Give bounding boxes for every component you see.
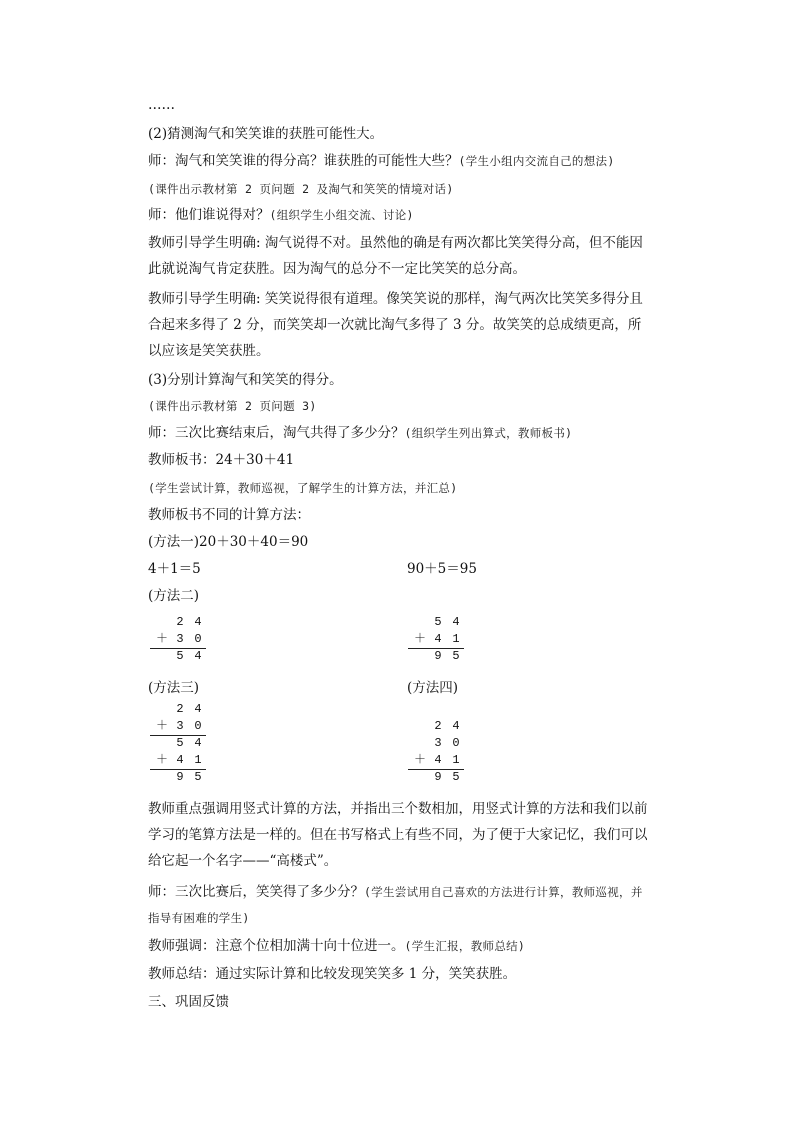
- calc-digit: 5: [176, 649, 184, 663]
- calc-digit: 4: [194, 615, 202, 629]
- courseware-note-1: (课件出示教材第 2 页问题 2 及淘气和笑笑的情境对话): [148, 182, 454, 196]
- calc-digit: 4: [194, 649, 202, 663]
- calc-row: [150, 752, 206, 769]
- calc-digit: 4: [176, 753, 184, 767]
- calc-digit: 3: [434, 736, 442, 750]
- teacher-line-3-text: 师：三次比赛结束后，淘气共得了多少分？: [148, 425, 405, 441]
- calc-row: [408, 631, 464, 648]
- teacher-line-3: [148, 424, 572, 442]
- vertical-calc-method-2a: [150, 614, 206, 665]
- paragraph-2: 教师引导学生明确: 笑笑说得很有道理。像笑笑说的那样，淘气两次比笑笑多得分且合起来多得了 2 分，而笑笑却一次就比淘气多得了 3 分。故笑笑的总成绩更高，所以应该是笑笑获胜。: [148, 291, 643, 359]
- calc-digit: 5: [194, 770, 202, 784]
- calc-digit: 5: [176, 736, 184, 750]
- calc-digit: 9: [434, 770, 442, 784]
- teacher-line-1-note: (学生小组内交流自己的想法): [458, 154, 615, 168]
- calc-row: [150, 701, 206, 718]
- method-4-label: (方法四): [407, 680, 459, 696]
- calc-digit: 2: [176, 702, 184, 716]
- calc-digit: 9: [434, 649, 442, 663]
- calc-digit: 4: [194, 702, 202, 716]
- board-methods-heading: 教师板书不同的计算方法：: [148, 507, 310, 523]
- teacher-line-1-text: 师：淘气和笑笑谁的得分高？谁获胜的可能性大些？: [148, 153, 459, 169]
- calc-row: [150, 648, 206, 665]
- sum-line: [408, 648, 464, 649]
- student-try-note: (学生尝试计算，教师巡视，了解学生的计算方法，并汇总): [148, 481, 458, 495]
- calc-digit: 3: [176, 719, 184, 733]
- paragraph-1: 教师引导学生明确: 淘气说得不对。虽然他的确是有两次都比笑笑得分高，但不能因此就说淘气肯定获胜。因为淘气的总分不一定比笑笑的总分高。: [148, 235, 643, 277]
- calc-digit: 0: [194, 632, 202, 646]
- sum-line: [150, 648, 206, 649]
- vertical-calc-method-3: [150, 701, 206, 786]
- calc-row: [408, 718, 464, 735]
- calc-digit: 4: [452, 615, 460, 629]
- teacher-line-5: [148, 937, 525, 955]
- calc-row: [408, 614, 464, 631]
- calc-row: [408, 735, 464, 752]
- calc-row: [150, 631, 206, 648]
- calc-digit: 5: [452, 649, 460, 663]
- calc-row: [150, 614, 206, 631]
- calc-digit: 2: [176, 615, 184, 629]
- courseware-note-2: (课件出示教材第 2 页问题 3): [148, 399, 317, 413]
- paragraph-3: 教师重点强调用竖式计算的方法，并指出三个数相加，用竖式计算的方法和我们以前学习的笔算方法是一样的。但在书写格式上有些不同，为了便于大家记忆，我们可以给它起一个名字——“高楼式”。: [148, 801, 648, 869]
- calc-digit: 2: [434, 719, 442, 733]
- teacher-line-4-text: 师：三次比赛后，笑笑得了多少分？: [148, 884, 364, 900]
- method-3-label: (方法三): [148, 680, 200, 696]
- sum-line: [150, 735, 206, 736]
- calc-digit: 0: [452, 736, 460, 750]
- method-2-label: (方法二): [148, 588, 200, 604]
- method-1-step-a: 4＋1＝5: [148, 561, 201, 577]
- teacher-line-5-text: 教师强调：注意个位相加满十向十位进一。: [148, 938, 405, 954]
- calc-digit: 1: [452, 632, 460, 646]
- calc-row: [408, 648, 464, 665]
- ellipsis: ……: [148, 97, 175, 113]
- teacher-line-5-note: (学生汇报，教师总结): [404, 939, 526, 953]
- vertical-calc-method-2b: [408, 614, 464, 665]
- calc-digit: 9: [176, 770, 184, 784]
- calc-row: [408, 769, 464, 786]
- calc-digit: ＋: [414, 753, 427, 767]
- calc-row: [150, 769, 206, 786]
- calc-digit: ＋: [414, 632, 427, 646]
- calc-digit: 0: [194, 719, 202, 733]
- section-3-heading: 三、巩固反馈: [148, 994, 229, 1010]
- teacher-line-4: [148, 879, 650, 931]
- calc-digit: ＋: [156, 719, 169, 733]
- calc-row: [150, 735, 206, 752]
- teacher-line-2-text: 师：他们谁说得对？: [148, 207, 270, 223]
- calc-digit: 5: [434, 615, 442, 629]
- method-1-step-b: 90＋5＝95: [407, 561, 477, 577]
- calc-digit: ＋: [156, 753, 169, 767]
- vertical-calc-method-4: [408, 718, 464, 786]
- calc-digit: 1: [194, 753, 202, 767]
- teacher-line-4-note: (学生尝试用自己喜欢的方法进行计算，教师巡视，并指导有困难的学生): [148, 885, 643, 925]
- teacher-line-1: [148, 152, 615, 170]
- teacher-summary: 教师总结：通过实际计算和比较发现笑笑多 1 分，笑笑获胜。: [148, 966, 517, 982]
- calc-row: [408, 752, 464, 769]
- calc-digit: ＋: [156, 632, 169, 646]
- calc-digit: 5: [452, 770, 460, 784]
- board-expression: 教师板书：24＋30＋41: [148, 452, 295, 468]
- question-3: (3)分别计算淘气和笑笑的得分。: [148, 372, 343, 388]
- calc-row: [150, 718, 206, 735]
- calc-digit: 4: [452, 719, 460, 733]
- question-2: (2)猜测淘气和笑笑谁的获胜可能性大。: [148, 126, 384, 142]
- calc-digit: 4: [434, 753, 442, 767]
- calc-digit: 1: [452, 753, 460, 767]
- calc-digit: 4: [434, 632, 442, 646]
- calc-digit: 4: [194, 736, 202, 750]
- teacher-line-2-note: (组织学生小组交流、讨论): [269, 208, 414, 222]
- method-1: (方法一)20＋30＋40＝90: [148, 534, 309, 550]
- teacher-line-3-note: (组织学生列出算式，教师板书): [404, 426, 573, 440]
- teacher-line-2: [148, 206, 414, 224]
- sum-line: [408, 769, 464, 770]
- calc-digit: 3: [176, 632, 184, 646]
- sum-line: [150, 769, 206, 770]
